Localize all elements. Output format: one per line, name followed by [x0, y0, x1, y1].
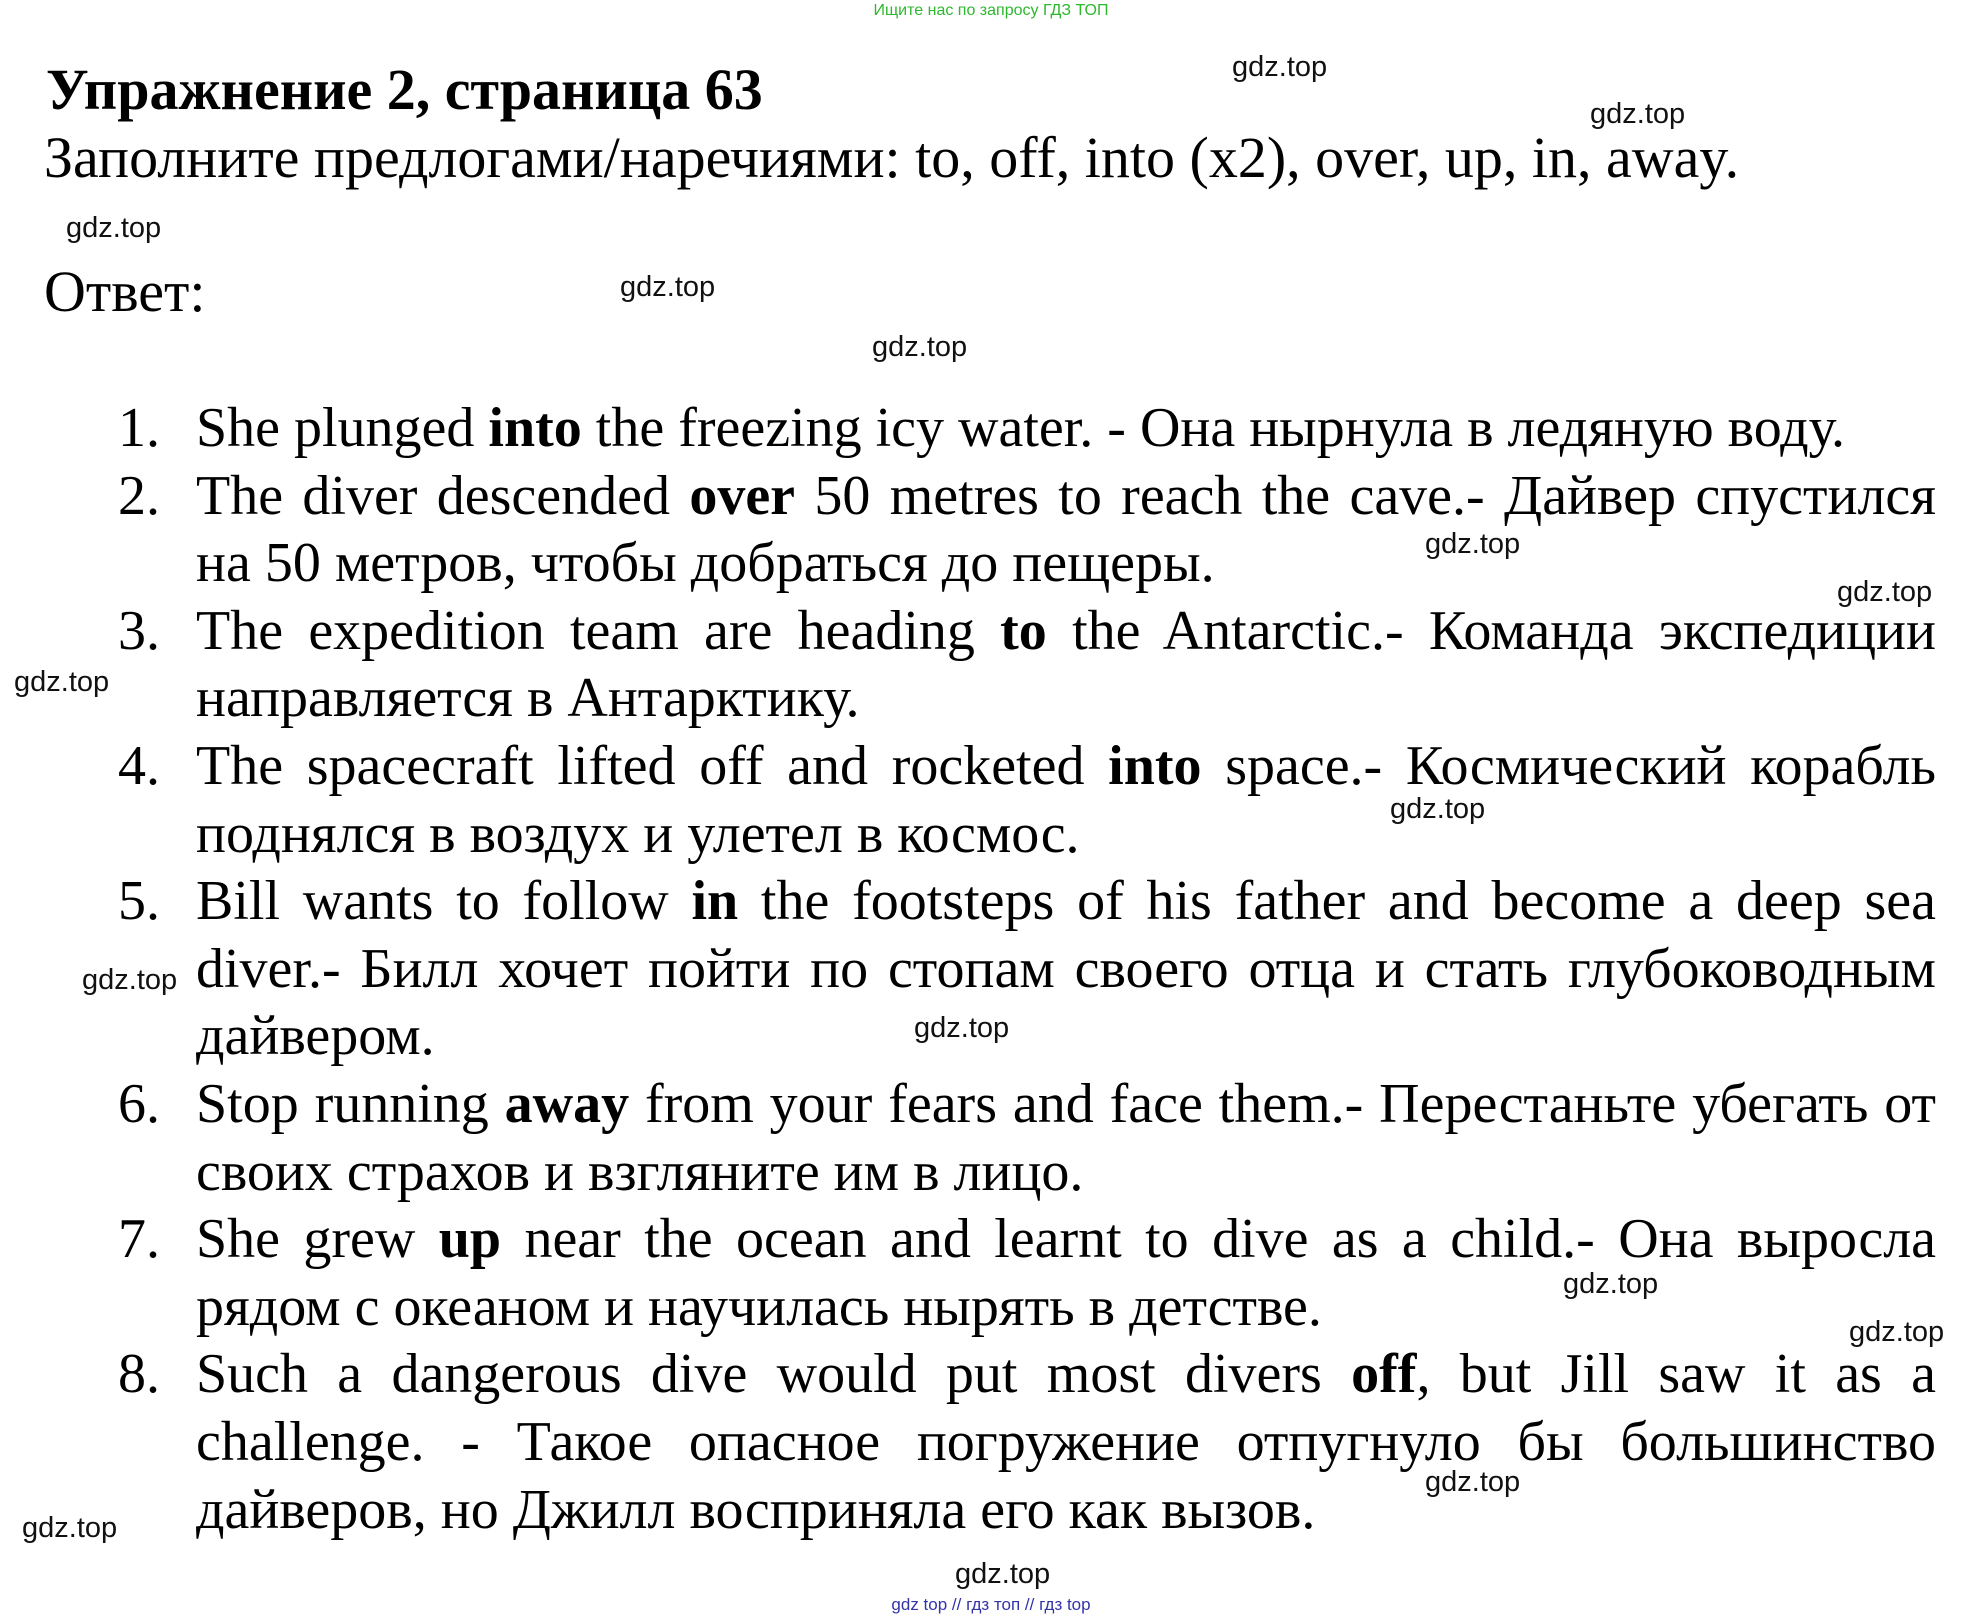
answer-keyword: to — [1000, 599, 1047, 662]
item-number: 7. — [118, 1208, 160, 1271]
item-text: The expedition team are heading to the Antarctic.- Команда экспедиции направляется в Антарктику. — [196, 599, 1936, 730]
list-item — [118, 395, 1936, 463]
item-text: Stop running away from your fears and face them.- Перестаньте убегать от своих страхов и взгляните им в лицо. — [196, 1072, 1936, 1203]
list-item — [118, 598, 1936, 733]
answer-keyword: into — [1108, 734, 1202, 797]
list-item — [118, 1341, 1936, 1544]
watermark: gdz.top — [872, 331, 968, 363]
item-text: She plunged into the freezing icy water. - Она нырнула в ледяную воду. — [196, 397, 1846, 459]
item-number: 2. — [118, 464, 160, 527]
item-number: 5. — [118, 870, 160, 933]
item-number: 8. — [118, 1343, 160, 1406]
watermark: gdz.top — [1837, 576, 1933, 608]
watermark: gdz.top — [955, 1558, 1051, 1590]
list-item — [118, 1206, 1936, 1341]
watermark: gdz.top — [620, 271, 716, 303]
answer-keyword: in — [691, 870, 739, 933]
answer-label: Ответ: — [44, 259, 206, 324]
footer-links: gdz top // гдз топ // гдз top — [891, 1595, 1091, 1614]
watermark: gdz.top — [1232, 51, 1328, 83]
watermark: gdz.top — [1425, 1466, 1521, 1498]
watermark: gdz.top — [1563, 1268, 1659, 1300]
watermark: gdz.top — [1590, 98, 1686, 130]
answer-keyword: off — [1351, 1343, 1417, 1406]
item-number: 6. — [118, 1072, 160, 1135]
list-item — [118, 463, 1937, 598]
watermark: gdz.top — [66, 212, 162, 244]
item-number: 4. — [118, 734, 160, 797]
item-text: Such a dangerous dive would put most divers off, but Jill saw it as a challenge. - Такое опасное погружение отпугнуло бы большинство дайверов, но Джилл восприняла его как вызов. — [196, 1343, 1936, 1541]
watermark: gdz.top — [1390, 793, 1486, 825]
item-text: She grew up near the ocean and learnt to dive as a child.- Она выросла рядом с океаном и научилась нырять в детстве. — [196, 1208, 1936, 1338]
item-text: The spacecraft lifted off and rocketed into space.- Космический корабль поднялся в воздух и улетел в космос. — [196, 734, 1936, 865]
item-number: 3. — [118, 599, 160, 662]
item-text: The diver descended over 50 metres to reach the cave.- Дайвер спустился на 50 метров, чтобы добраться до пещеры. — [196, 464, 1937, 595]
watermark: gdz.top — [22, 1512, 118, 1544]
item-number: 1. — [118, 397, 160, 459]
answer-list — [0, 395, 1982, 1544]
page-title: Упражнение 2, страница 63 — [46, 57, 763, 122]
answer-keyword: up — [438, 1208, 502, 1271]
watermark: gdz.top — [82, 964, 178, 996]
watermark: gdz.top — [914, 1012, 1010, 1044]
item-text: Bill wants to follow in the footsteps of his father and become a deep sea diver.- Билл хочет пойти по стопам своего отца и стать глубоководным дайвером. — [196, 870, 1936, 1068]
top-banner: Ищите нас по запросу ГДЗ ТОП — [873, 2, 1109, 19]
list-item — [118, 733, 1936, 868]
answer-keyword: into — [488, 397, 582, 459]
list-item — [118, 1071, 1936, 1206]
watermark: gdz.top — [1849, 1316, 1945, 1348]
watermark: gdz.top — [1425, 528, 1521, 560]
answer-keyword: over — [689, 464, 796, 527]
answer-keyword: away — [504, 1072, 630, 1135]
watermark: gdz.top — [14, 666, 110, 698]
exercise-instruction: Заполните предлогами/наречиями: to, off, into (x2), over, up, in, away. — [44, 125, 1740, 190]
